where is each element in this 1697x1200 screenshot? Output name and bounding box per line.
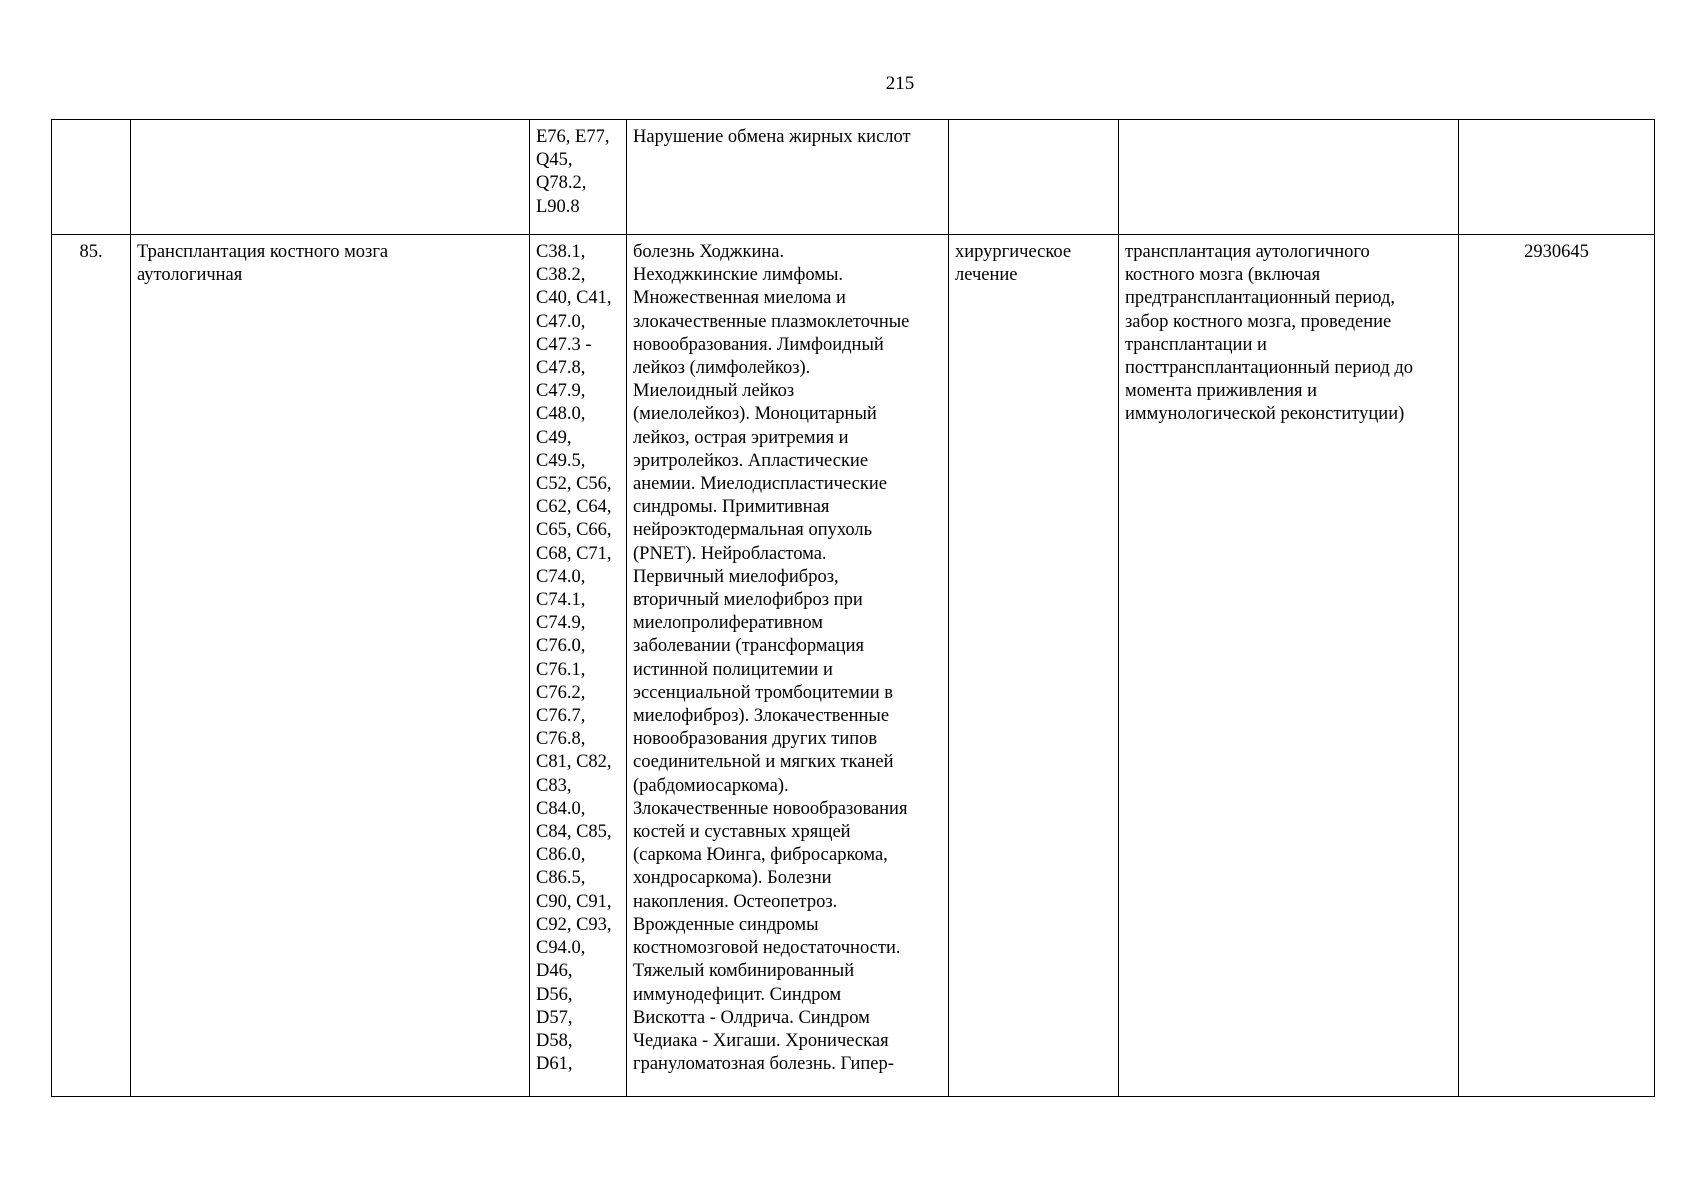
cost-cell: 2930645 <box>1459 235 1655 1097</box>
treatment-type-cell: хирургическое лечение <box>949 235 1119 1097</box>
icd-codes-cell: C38.1, C38.2, C40, C41, C47.0, C47.3 - C47.8, C47.9, C48.0, C49, C49.5, C52, C56, C62, C64, C65, C66, C68, C71, C74.0, C74.1, C74.9, C76.0, C76.1, C76.2, C76.7, C76.8, C81, C82, C83, C84.0, C84, C85, C86.0, C86.5, C90, C91, C92, C93, C94.0, D46, D56, D57, D58, D61, <box>530 235 627 1097</box>
care-name-cell: Трансплантация костного мозга аутологичная <box>131 235 530 1097</box>
row-number-cell: 85. <box>52 235 131 1097</box>
diagnosis-cell: болезнь Ходжкина. Неходжкинские лимфомы. Множественная миелома и злокачественные плазмоклеточные новообразования. Лимфоидный лейкоз (лимфолейкоз). Миелоидный лейкоз (миелолейкоз). Моноцитарный лейкоз, острая эритремия и эритролейкоз. Апластические анемии. Миелодиспластические синдромы. Примитивная нейроэктодермальная опухоль (PNET). Нейробластома. Первичный миелофиброз, вторичный миелофиброз при миелопролиферативном заболевании (трансформация истинной полицитемии и эссенциальной тромбоцитемии в миелофиброз). Злокачественные новообразования других типов соединительной и мягких тканей (рабдомиосаркома). Злокачественные новообразования костей и суставных хрящей (саркома Юинга, фибросаркома, хондросаркома). Болезни накопления. Остеопетроз. Врожденные синдромы костномозговой недостаточности. Тяжелый комбинированный иммунодефицит. Синдром Вискотта - Олдрича. Синдром Чедиака - Хигаши. Хроническая грануломатозная болезнь. Гипер- <box>627 235 949 1097</box>
table-row <box>52 235 1655 1097</box>
treatment-method-cell: трансплантация аутологичного костного мозга (включая предтрансплантационный период, забор костного мозга, проведение трансплантации и посттрансплантационный период до момента приживления и иммунологической реконституции) <box>1119 235 1459 1097</box>
cost-cell <box>1459 120 1655 235</box>
icd-codes-cell: E76, E77, Q45, Q78.2, L90.8 <box>530 120 627 235</box>
diagnosis-cell: Нарушение обмена жирных кислот <box>627 120 949 235</box>
table-row <box>52 120 1655 235</box>
page-number: 215 <box>885 73 915 94</box>
treatment-type-cell <box>949 120 1119 235</box>
row-number-cell <box>52 120 131 235</box>
medical-care-table <box>51 119 1655 1097</box>
care-name-cell <box>131 120 530 235</box>
treatment-method-cell <box>1119 120 1459 235</box>
